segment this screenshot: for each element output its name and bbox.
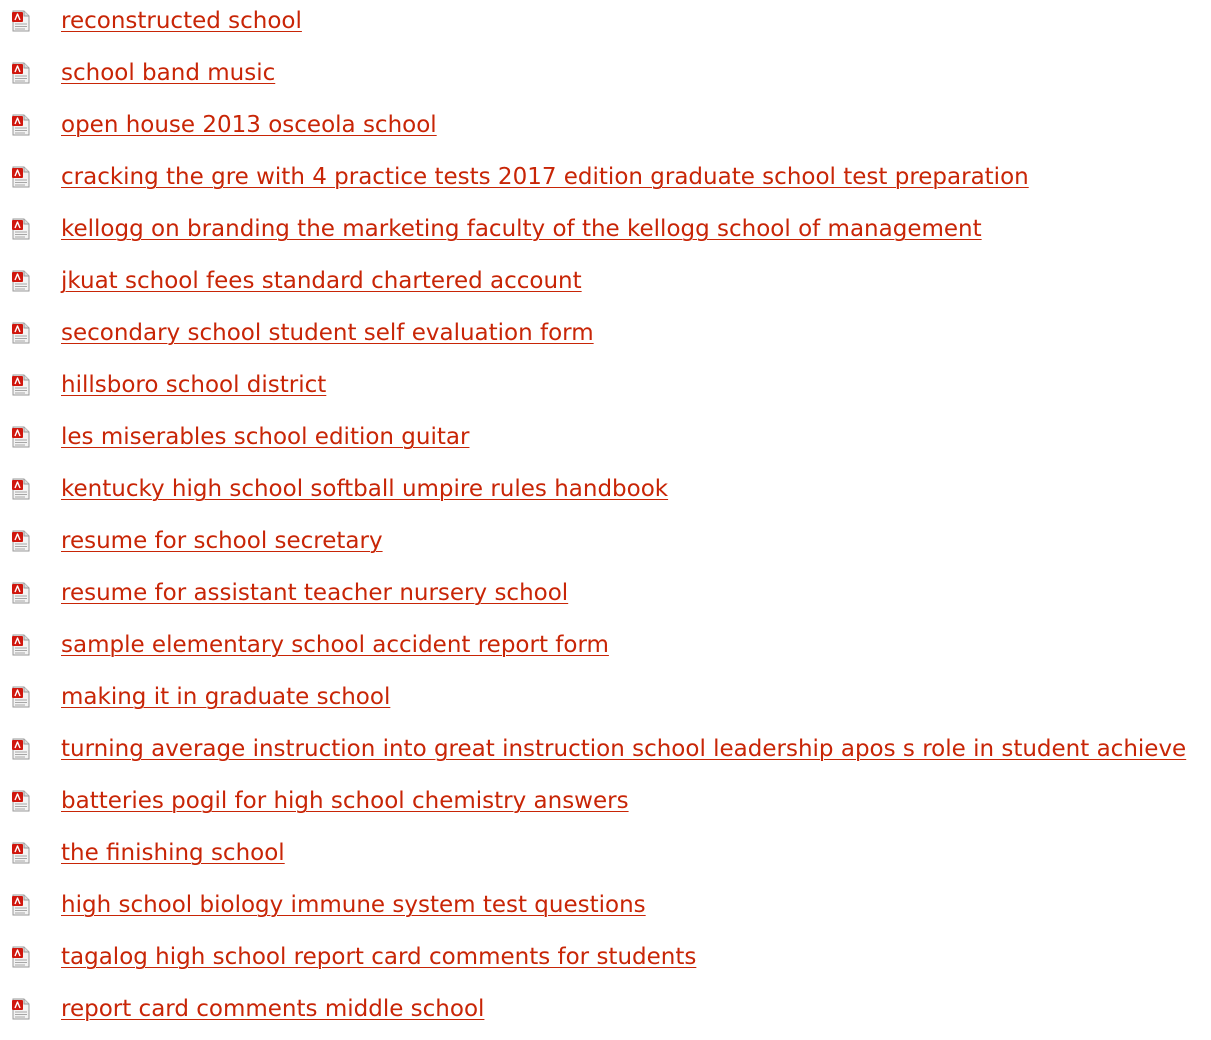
pdf-document-icon [11, 894, 31, 916]
pdf-document-icon [11, 114, 31, 136]
list-item [0, 156, 1211, 208]
document-link[interactable]: kellogg on branding the marketing faculty of the kellogg school of management [61, 216, 982, 242]
document-link[interactable]: open house 2013 osceola school [61, 112, 437, 138]
pdf-document-icon [11, 322, 31, 344]
document-link[interactable]: the finishing school [61, 840, 285, 866]
document-link[interactable]: turning average instruction into great instruction school leadership apos s role in student achieve [61, 736, 1187, 762]
document-link[interactable]: high school biology immune system test questions [61, 892, 646, 918]
list-item [0, 572, 1211, 624]
pdf-document-icon [11, 686, 31, 708]
pdf-document-icon [11, 166, 31, 188]
pdf-document-icon [11, 790, 31, 812]
list-item [0, 624, 1211, 676]
document-link[interactable]: kentucky high school softball umpire rules handbook [61, 476, 669, 502]
pdf-document-icon [11, 946, 31, 968]
pdf-document-icon [11, 62, 31, 84]
pdf-document-icon [11, 634, 31, 656]
document-link[interactable]: cracking the gre with 4 practice tests 2017 edition graduate school test preparation [61, 164, 1029, 190]
list-item [0, 364, 1211, 416]
pdf-document-icon [11, 270, 31, 292]
document-link[interactable]: resume for school secretary [61, 528, 383, 554]
list-item [0, 988, 1211, 1040]
pdf-document-icon [11, 738, 31, 760]
document-link[interactable]: school band music [61, 60, 276, 86]
list-item [0, 468, 1211, 520]
pdf-document-icon [11, 10, 31, 32]
list-item [0, 728, 1211, 780]
document-link[interactable]: report card comments middle school [61, 996, 485, 1022]
document-link[interactable]: tagalog high school report card comments for students [61, 944, 697, 970]
document-link[interactable]: les miserables school edition guitar [61, 424, 470, 450]
pdf-document-icon [11, 426, 31, 448]
document-link[interactable]: resume for assistant teacher nursery school [61, 580, 569, 606]
list-item [0, 260, 1211, 312]
document-link[interactable]: jkuat school fees standard chartered account [61, 268, 582, 294]
list-item [0, 884, 1211, 936]
pdf-document-icon [11, 218, 31, 240]
document-link[interactable]: making it in graduate school [61, 684, 391, 710]
pdf-document-icon [11, 582, 31, 604]
list-item [0, 52, 1211, 104]
list-item [0, 104, 1211, 156]
list-item [0, 0, 1211, 52]
list-item [0, 208, 1211, 260]
pdf-document-icon [11, 998, 31, 1020]
document-link[interactable]: sample elementary school accident report form [61, 632, 609, 658]
document-link[interactable]: reconstructed school [61, 8, 302, 34]
list-item [0, 416, 1211, 468]
pdf-document-icon [11, 478, 31, 500]
document-link[interactable]: secondary school student self evaluation form [61, 320, 594, 346]
list-item [0, 520, 1211, 572]
list-item [0, 936, 1211, 988]
document-link[interactable]: hillsboro school district [61, 372, 327, 398]
pdf-document-icon [11, 842, 31, 864]
list-item [0, 676, 1211, 728]
pdf-document-icon [11, 374, 31, 396]
list-item [0, 312, 1211, 364]
list-item [0, 780, 1211, 832]
document-link[interactable]: batteries pogil for high school chemistry answers [61, 788, 629, 814]
list-item [0, 832, 1211, 884]
pdf-document-icon [11, 530, 31, 552]
